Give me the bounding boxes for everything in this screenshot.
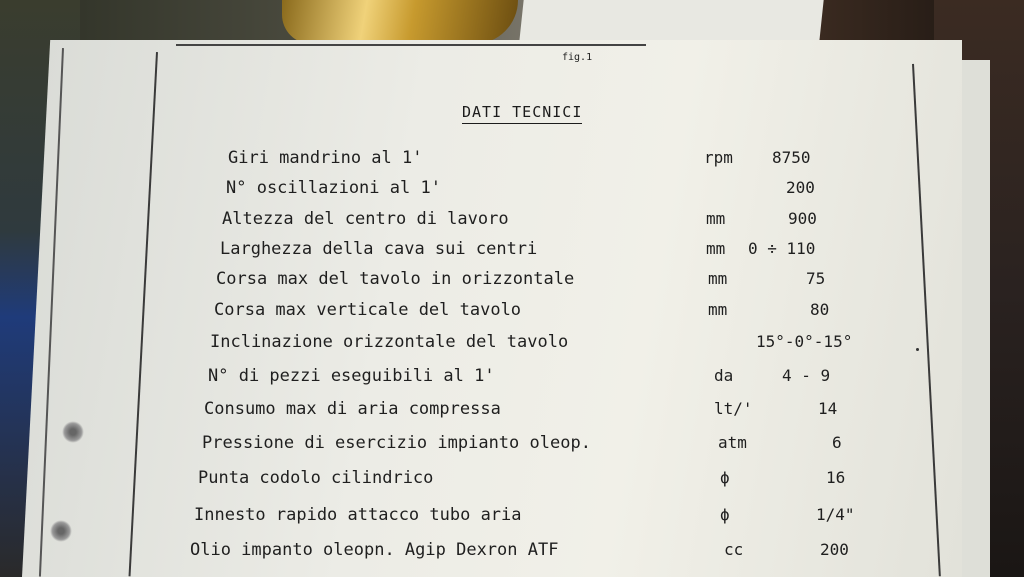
row-unit: mm xyxy=(706,239,726,258)
brass-object xyxy=(282,0,518,44)
row-label: N° di pezzi eseguibili al 1' xyxy=(208,366,495,386)
row-label: Giri mandrino al 1' xyxy=(228,148,423,168)
row-label: Punta codolo cilindrico xyxy=(198,468,434,488)
row-value: 16 xyxy=(826,468,846,487)
row-label: Innesto rapido attacco tubo aria xyxy=(194,505,522,525)
row-unit: mm xyxy=(706,209,726,228)
row-value: 200 xyxy=(786,178,815,197)
row-value: 1/4" xyxy=(816,505,855,524)
row-value: 14 xyxy=(818,399,838,418)
row-unit: lt/' xyxy=(714,399,753,418)
row-label: Altezza del centro di lavoro xyxy=(222,209,509,229)
speck xyxy=(916,348,919,351)
row-unit: mm xyxy=(708,269,728,288)
row-value: 0 ÷ 110 xyxy=(748,239,816,258)
row-label: Corsa max verticale del tavolo xyxy=(214,300,522,320)
row-value: 75 xyxy=(806,269,826,288)
row-value: 4 - 9 xyxy=(782,366,831,385)
row-label: Olio impanto oleopn. Agip Dexron ATF xyxy=(190,540,559,560)
row-value: 6 xyxy=(832,433,842,452)
document-title: DATI TECNICI xyxy=(462,103,582,124)
row-unit: mm xyxy=(708,300,728,319)
row-unit: da xyxy=(714,366,734,385)
row-unit: ϕ xyxy=(720,468,730,487)
row-value: 900 xyxy=(788,209,817,228)
punch-hole xyxy=(62,421,84,443)
row-unit: rpm xyxy=(704,148,733,167)
row-value: 8750 xyxy=(772,148,811,167)
frame-line-top xyxy=(176,44,646,46)
punch-hole xyxy=(50,520,72,542)
figure-label: fig.1 xyxy=(562,52,593,63)
row-unit: cc xyxy=(724,540,744,559)
row-label: Consumo max di aria compressa xyxy=(204,399,501,419)
row-label: Corsa max del tavolo in orizzontale xyxy=(216,269,575,289)
row-value: 200 xyxy=(820,540,849,559)
row-unit: ϕ xyxy=(720,505,730,524)
row-label: Larghezza della cava sui centri xyxy=(220,239,538,259)
row-unit: atm xyxy=(718,433,747,452)
row-label: N° oscillazioni al 1' xyxy=(226,178,441,198)
row-value: 80 xyxy=(810,300,830,319)
row-value: 15°-0°-15° xyxy=(756,332,853,351)
row-label: Inclinazione orizzontale del tavolo xyxy=(210,332,569,352)
row-label: Pressione di esercizio impianto oleop. xyxy=(202,433,591,453)
